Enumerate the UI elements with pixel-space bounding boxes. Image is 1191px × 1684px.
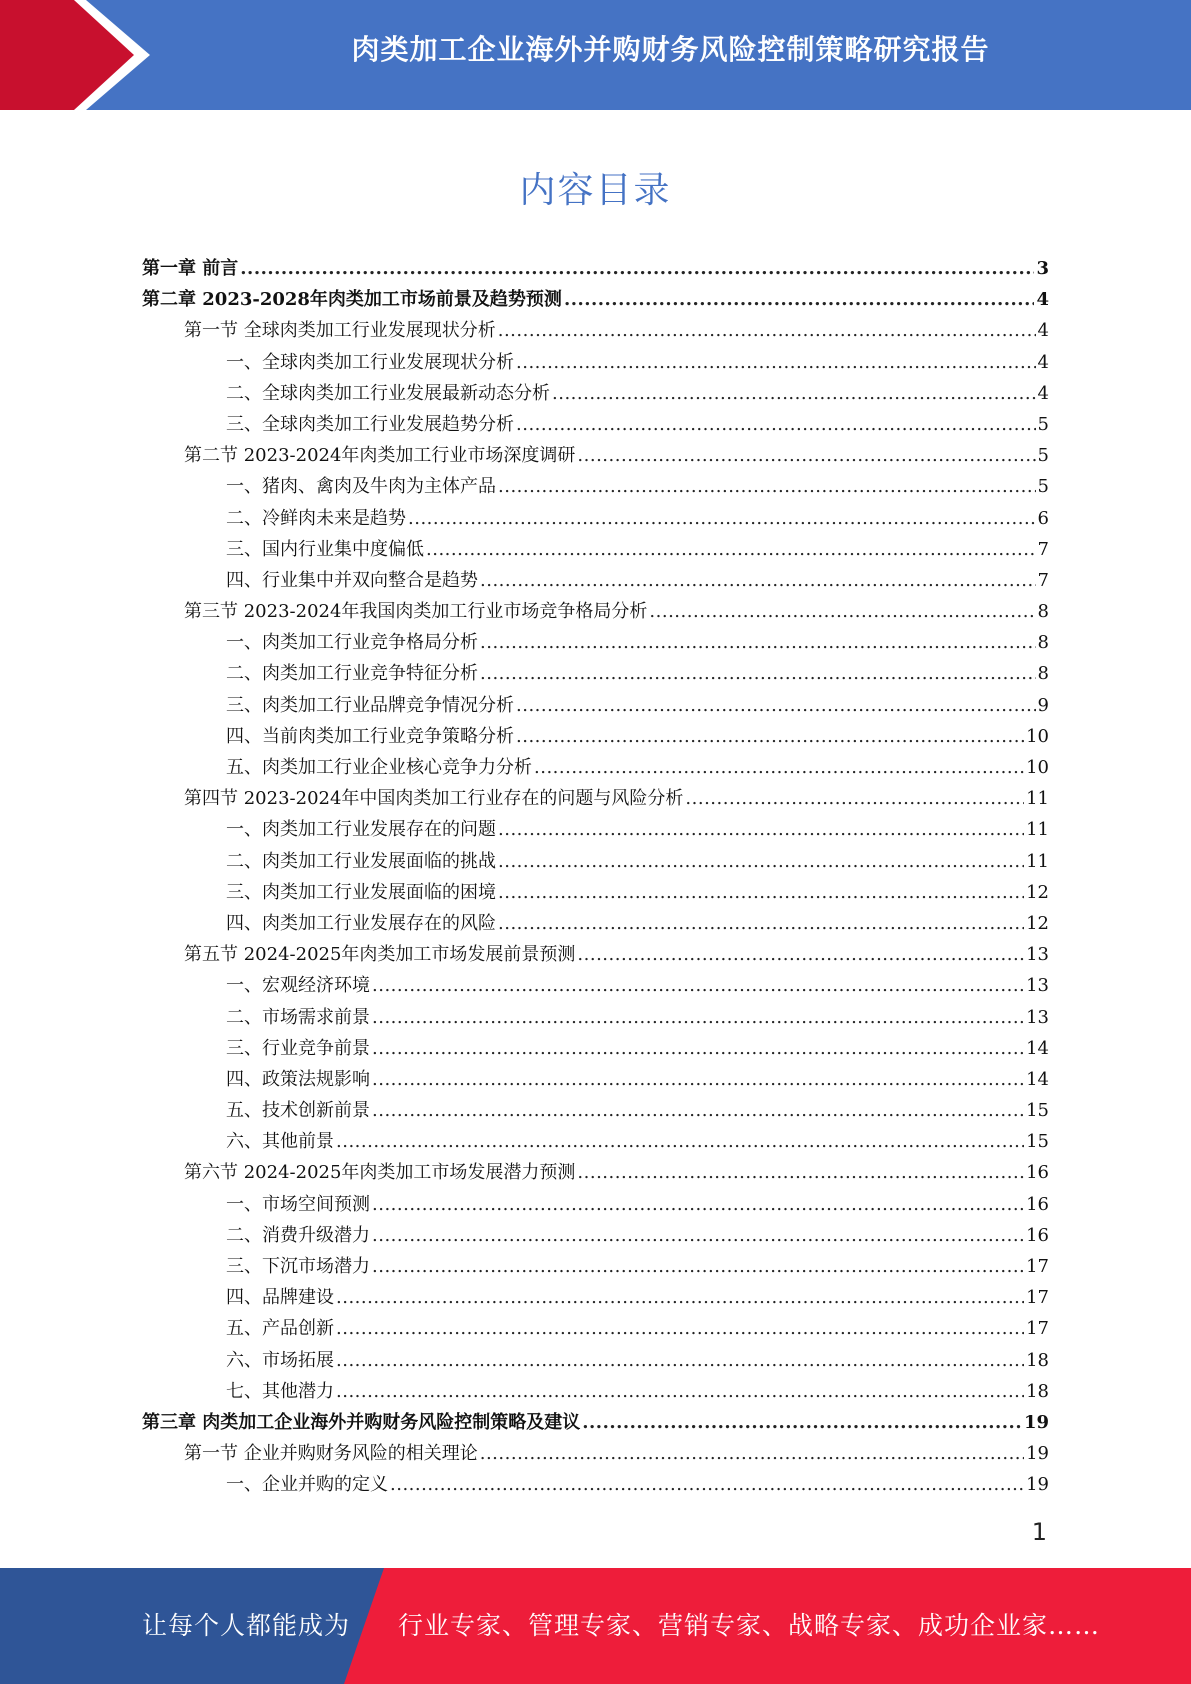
page-number: 1 (1031, 1518, 1047, 1546)
toc-entry-title: 一、全球肉类加工行业发展现状分析 (226, 351, 514, 373)
toc-entry-page: 16 (1026, 1224, 1049, 1246)
toc-leader-dots (480, 663, 1036, 684)
toc-entry-title: 四、政策法规影响 (226, 1068, 370, 1090)
toc-entry-title: 一、市场空间预测 (226, 1193, 370, 1215)
toc-entry-page: 11 (1026, 788, 1049, 810)
toc-leader-dots (336, 1131, 1024, 1152)
toc-leader-dots (534, 757, 1024, 778)
toc-entry-title: 三、下沉市场潜力 (226, 1256, 370, 1277)
toc-leader-dots (685, 788, 1024, 809)
toc-leader-dots (649, 601, 1035, 622)
toc-entry-page: 11 (1026, 850, 1049, 872)
toc-entry[interactable] (142, 878, 1049, 909)
toc-entry-title: 三、肉类加工行业品牌竞争情况分析 (226, 694, 514, 716)
toc-leader-dots (516, 726, 1024, 747)
toc-entry-title: 三、国内行业集中度偏低 (226, 538, 424, 560)
toc-entry[interactable] (142, 847, 1049, 878)
toc-entry-title: 四、行业集中并双向整合是趋势 (226, 569, 478, 591)
toc-entry-title: 第六节 2024-2025年肉类加工市场发展潜力预测 (184, 1162, 576, 1184)
toc-entry-title: 二、市场需求前景 (226, 1006, 370, 1028)
toc-entry[interactable] (142, 1127, 1049, 1158)
toc-entry-page: 7 (1037, 569, 1049, 591)
toc-entry-title: 第三节 2023-2024年我国肉类加工行业市场竞争格局分析 (184, 601, 648, 623)
toc-entry[interactable] (142, 254, 1049, 285)
report-title: 肉类加工企业海外并购财务风险控制策略研究报告 (351, 33, 990, 66)
toc-entry[interactable] (142, 784, 1049, 815)
toc-entry-title: 第三章 肉类加工企业海外并购财务风险控制策略及建议 (142, 1411, 581, 1433)
toc-leader-dots (372, 1069, 1024, 1090)
toc-entry-title: 四、品牌建设 (226, 1287, 334, 1309)
toc-entry-page: 8 (1037, 632, 1049, 654)
toc-entry-title: 三、肉类加工行业发展面临的困境 (226, 881, 496, 903)
toc-leader-dots (516, 414, 1036, 435)
toc-entry-title: 三、行业竞争前景 (226, 1037, 370, 1059)
toc-entry-title: 二、肉类加工行业竞争特征分析 (226, 663, 478, 685)
toc-entry[interactable] (142, 1190, 1049, 1221)
toc-entry[interactable] (142, 1470, 1049, 1501)
toc-entry[interactable] (142, 753, 1049, 784)
toc-entry-page: 17 (1026, 1318, 1049, 1340)
toc-entry[interactable] (142, 1065, 1049, 1096)
toc-leader-dots (552, 383, 1036, 404)
table-of-contents (142, 254, 1049, 1502)
toc-entry-page: 19 (1023, 1411, 1049, 1433)
toc-leader-dots (336, 1287, 1024, 1308)
toc-leader-dots (426, 539, 1036, 560)
toc-entry-page: 17 (1026, 1287, 1049, 1309)
toc-entry[interactable] (142, 1346, 1049, 1377)
toc-entry[interactable] (142, 1096, 1049, 1127)
toc-entry-page: 4 (1036, 289, 1049, 311)
toc-leader-dots (408, 508, 1036, 529)
toc-entry[interactable] (142, 1408, 1049, 1439)
toc-entry[interactable] (142, 472, 1049, 503)
toc-entry-title: 第四节 2023-2024年中国肉类加工行业存在的问题与风险分析 (184, 788, 684, 810)
toc-entry-page: 4 (1037, 320, 1049, 342)
toc-entry-page: 13 (1026, 975, 1049, 997)
toc-entry[interactable] (142, 379, 1049, 410)
footer-slogan-left: 让每个人都能成为 (142, 1611, 351, 1640)
toc-leader-dots (390, 1474, 1024, 1495)
toc-entry-title: 一、肉类加工行业竞争格局分析 (226, 632, 478, 654)
toc-leader-dots (577, 1162, 1024, 1183)
toc-leader-dots (480, 570, 1036, 591)
header-banner (0, 0, 1191, 110)
toc-entry[interactable] (142, 1314, 1049, 1345)
toc-entry-title: 四、当前肉类加工行业竞争策略分析 (226, 725, 514, 747)
toc-entry[interactable] (142, 504, 1049, 535)
toc-entry-title: 七、其他潜力 (226, 1380, 334, 1402)
toc-leader-dots (498, 851, 1024, 872)
toc-entry-page: 12 (1026, 912, 1049, 934)
toc-entry[interactable] (142, 940, 1049, 971)
toc-entry[interactable] (142, 1158, 1049, 1189)
toc-leader-dots (372, 1007, 1024, 1028)
footer-slogan-right: 行业专家、管理专家、营销专家、战略专家、成功企业家…… (398, 1611, 1101, 1640)
toc-entry[interactable] (142, 1377, 1049, 1408)
toc-entry[interactable] (142, 535, 1049, 566)
toc-leader-dots (498, 819, 1024, 840)
toc-entry-page: 3 (1036, 258, 1049, 279)
toc-entry-page: 6 (1037, 507, 1049, 529)
toc-entry[interactable] (142, 285, 1049, 316)
toc-entry[interactable] (142, 722, 1049, 753)
toc-entry-title: 第一节 企业并购财务风险的相关理论 (184, 1443, 478, 1465)
toc-entry-page: 16 (1026, 1162, 1049, 1184)
toc-entry-page: 14 (1026, 1037, 1049, 1059)
toc-entry[interactable] (142, 1252, 1049, 1283)
toc-heading: 内容目录 (519, 170, 672, 211)
toc-leader-dots (240, 258, 1034, 279)
toc-entry-page: 18 (1026, 1380, 1049, 1402)
toc-entry-title: 二、消费升级潜力 (226, 1224, 370, 1246)
toc-entry-title: 第五节 2024-2025年肉类加工市场发展前景预测 (184, 944, 576, 966)
toc-entry-page: 5 (1037, 445, 1049, 467)
toc-leader-dots (577, 944, 1024, 965)
toc-entry-page: 17 (1026, 1256, 1049, 1277)
footer-banner (0, 1568, 1191, 1684)
toc-leader-dots (498, 882, 1024, 903)
toc-leader-dots (480, 1443, 1024, 1464)
toc-entry-page: 15 (1026, 1100, 1049, 1122)
toc-entry[interactable] (142, 909, 1049, 940)
toc-leader-dots (372, 1194, 1024, 1215)
toc-entry-page: 4 (1037, 382, 1049, 404)
toc-leader-dots (498, 320, 1036, 341)
toc-entry-page: 11 (1026, 819, 1049, 841)
toc-entry-title: 三、全球肉类加工行业发展趋势分析 (226, 413, 514, 435)
chevron-red-icon (0, 0, 140, 110)
toc-entry-title: 五、技术创新前景 (226, 1100, 370, 1122)
toc-entry-title: 第一节 全球肉类加工行业发展现状分析 (184, 320, 496, 342)
toc-entry-page: 13 (1026, 944, 1049, 966)
toc-entry-page: 15 (1026, 1131, 1049, 1153)
toc-leader-dots (372, 1038, 1024, 1059)
toc-leader-dots (516, 352, 1036, 373)
toc-entry[interactable] (142, 1221, 1049, 1252)
toc-entry-title: 二、全球肉类加工行业发展最新动态分析 (226, 382, 550, 404)
toc-entry-title: 四、肉类加工行业发展存在的风险 (226, 912, 496, 934)
toc-entry[interactable] (142, 1283, 1049, 1314)
toc-entry-title: 五、产品创新 (226, 1318, 334, 1340)
toc-leader-dots (582, 1412, 1022, 1433)
toc-entry[interactable] (142, 1003, 1049, 1034)
toc-entry-title: 一、猪肉、禽肉及牛肉为主体产品 (226, 476, 496, 498)
toc-leader-dots (577, 445, 1035, 466)
toc-leader-dots (498, 476, 1036, 497)
toc-entry[interactable] (142, 971, 1049, 1002)
toc-leader-dots (336, 1381, 1024, 1402)
toc-entry-page: 10 (1026, 757, 1049, 778)
toc-entry[interactable] (142, 410, 1049, 441)
toc-leader-dots (336, 1350, 1024, 1371)
toc-entry-title: 六、市场拓展 (226, 1349, 334, 1371)
toc-entry-page: 5 (1037, 413, 1049, 435)
toc-entry[interactable] (142, 597, 1049, 628)
toc-entry[interactable] (142, 348, 1049, 379)
toc-entry-page: 13 (1026, 1006, 1049, 1028)
toc-leader-dots (372, 1100, 1024, 1121)
toc-entry-title: 五、肉类加工行业企业核心竞争力分析 (226, 757, 532, 778)
toc-entry-page: 8 (1037, 601, 1049, 623)
toc-entry-page: 9 (1037, 694, 1049, 716)
toc-entry[interactable] (142, 566, 1049, 597)
toc-entry[interactable] (142, 659, 1049, 690)
toc-entry-title: 二、冷鲜肉未来是趋势 (226, 507, 406, 529)
toc-entry-page: 19 (1026, 1443, 1049, 1465)
toc-entry-page: 8 (1037, 663, 1049, 685)
toc-entry-page: 4 (1037, 351, 1049, 373)
toc-entry[interactable] (142, 815, 1049, 846)
toc-leader-dots (372, 1225, 1024, 1246)
toc-entry[interactable] (142, 628, 1049, 659)
toc-entry-page: 12 (1026, 881, 1049, 903)
toc-entry-page: 18 (1026, 1349, 1049, 1371)
toc-entry-page: 5 (1037, 476, 1049, 498)
toc-leader-dots (516, 695, 1036, 716)
toc-entry-page: 7 (1037, 538, 1049, 560)
toc-leader-dots (372, 1256, 1024, 1277)
toc-entry-title: 第一章 前言 (142, 258, 239, 279)
toc-leader-dots (372, 975, 1024, 996)
toc-entry-title: 一、企业并购的定义 (226, 1474, 388, 1496)
toc-entry-page: 19 (1026, 1474, 1049, 1496)
toc-entry-page: 10 (1026, 725, 1049, 747)
toc-entry-title: 一、肉类加工行业发展存在的问题 (226, 819, 496, 841)
toc-entry-page: 14 (1026, 1068, 1049, 1090)
toc-entry[interactable] (142, 691, 1049, 722)
toc-entry[interactable] (142, 1439, 1049, 1470)
toc-entry-title: 六、其他前景 (226, 1131, 334, 1153)
toc-entry-title: 一、宏观经济环境 (226, 975, 370, 997)
toc-entry[interactable] (142, 316, 1049, 347)
toc-entry[interactable] (142, 1034, 1049, 1065)
toc-leader-dots (336, 1318, 1024, 1339)
toc-entry-page: 16 (1026, 1193, 1049, 1215)
toc-leader-dots (480, 632, 1036, 653)
toc-entry-title: 二、肉类加工行业发展面临的挑战 (226, 850, 496, 872)
toc-entry-title: 第二节 2023-2024年肉类加工行业市场深度调研 (184, 445, 576, 467)
toc-entry[interactable] (142, 441, 1049, 472)
toc-leader-dots (498, 913, 1024, 934)
toc-leader-dots (564, 289, 1035, 310)
toc-entry-title: 第二章 2023-2028年肉类加工市场前景及趋势预测 (142, 289, 562, 311)
